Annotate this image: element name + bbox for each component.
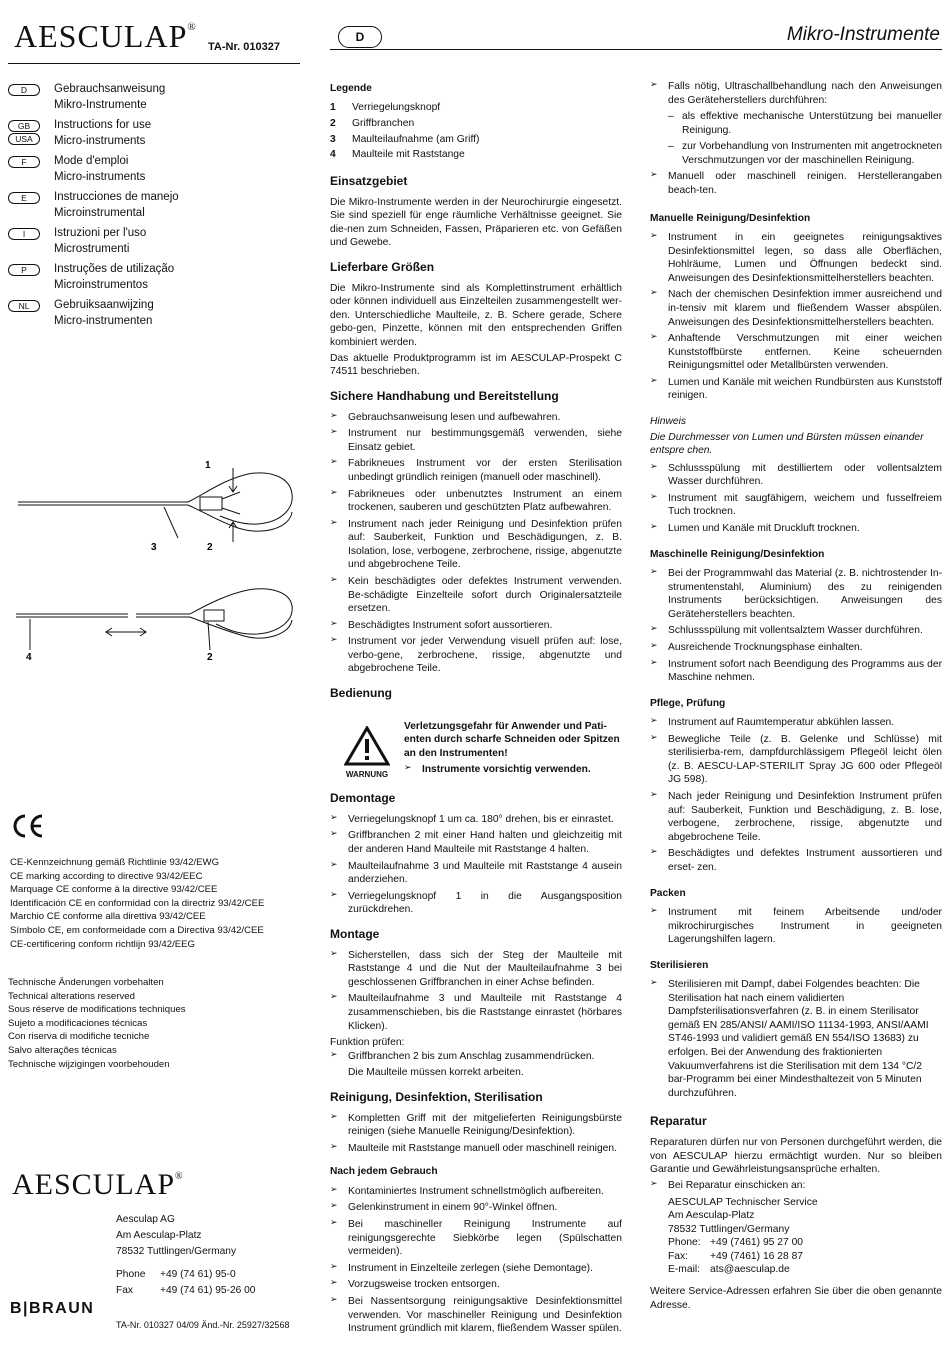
packen-list [650, 906, 942, 947]
language-entry [8, 190, 300, 226]
language-entry [8, 118, 300, 154]
einsatz-heading: Einsatzgebiet [330, 173, 408, 188]
ultra-sub-list [650, 110, 942, 167]
service-name: AESCULAP Technischer Service [668, 1196, 818, 1208]
manual-machine-bullet: ➢ Manuell oder maschinell reinigen. Herstellerangaben beach-ten. [650, 170, 942, 197]
language-text [54, 262, 174, 293]
liefer-text: Die Mikro-Instrumente sind als Komplettinstrument erhältlich oder können individuell aus Einzelteilen zusammengestellt wer-den. Unterschiedliche Maulteile, z. B. Schere gerade, Schere gebo-gen, Pinzette, können mit den entsprechenden Griffen kombiniert werden. [330, 282, 622, 349]
ultra-bullet: ➢ Falls nötig, Ultraschallbehandlung nach den Anweisungen des Geräteherstellers durchführen: [650, 80, 942, 107]
bullet-item: ➢ Maulteilaufnahme 3 und Maulteile mit Raststange 4 zusammenschieben, bis die Raststange einrastet (hörbares Klicken). [330, 992, 622, 1033]
language-subtitle: Microinstrumentos [54, 278, 148, 291]
language-code-badge: NL [8, 300, 40, 312]
document-header [330, 16, 942, 50]
tech-line: Con riserva di modifiche tecniche [8, 1031, 150, 1043]
service-fax-label: Fax: [668, 1250, 689, 1262]
ce-line: Identificación CE en conformidad con la directriz 93/42/CEE [10, 897, 265, 909]
liefer-heading: Lieferbare Größen [330, 259, 435, 274]
language-text [54, 82, 165, 113]
language-codes [8, 82, 54, 96]
legend-item [330, 148, 622, 162]
language-subtitle: Mikro-Instrumente [54, 98, 147, 111]
phone-number: +49 (74 61) 95-0 [160, 1269, 236, 1281]
bullet-item: ➢ Fabrikneues Instrument vor der ersten Sterilisation unbedingt gründlich reinigen (manuell oder maschinell). [330, 457, 622, 484]
reinigung-list [330, 1112, 622, 1156]
bullet-item: ➢ Kontaminiertes Instrument schnellstmöglich aufbereiten. [330, 1185, 622, 1199]
bullet-item: ➢ Bei Nassentsorgung reinigungsaktive Desinfektionsmittel verwenden. Vor maschineller Reinigung und Desinfektion Instrument gründlich mit klarem, fließendem Wasser spülen. [330, 1295, 622, 1336]
ce-line: Marquage CE conforme à la directive 93/42/CEE [10, 884, 218, 896]
brand-header [8, 14, 300, 64]
funktion-label: Funktion prüfen: [330, 1037, 405, 1049]
warning-label: WARNUNG [345, 770, 389, 780]
ce-line: CE-certificering conform richtlijn 93/42/EEG [10, 938, 196, 950]
warning-text: Verletzungsgefahr für Anwender und Pati-enten durch scharfe Schneiden oder Spitzen an den Instrumenten! [404, 720, 620, 759]
service-street: Am Aesculap-Platz [668, 1210, 755, 1222]
language-subtitle: Micro-instruments [54, 170, 146, 183]
bullet-item: ➢ Vorzugsweise trocken entsorgen. [330, 1278, 622, 1292]
pflege-list [650, 716, 942, 874]
reinigung-heading: Reinigung, Desinfektion, Sterilisation [330, 1089, 543, 1104]
nach-heading: Nach jedem Gebrauch [330, 1166, 438, 1178]
legende-heading: Legende [330, 83, 372, 94]
bullet-item: ➢ Instrument in Einzelteile zerlegen (siehe Demontage). [330, 1262, 622, 1276]
sicher-list [330, 411, 622, 676]
bullet-item: ➢ Beschädigtes Instrument sofort aussortieren. [330, 619, 622, 633]
aesculap-logo-bottom: AESCULAP® [12, 1168, 184, 1201]
nach-list [330, 1185, 622, 1336]
language-title: Mode d'emploi [54, 155, 129, 167]
masch-list [650, 567, 942, 685]
weitere-text: Weitere Service-Adressen erfahren Sie über die oben genannte Adresse. [650, 1285, 942, 1311]
language-code-badge: F [8, 156, 40, 168]
fax-label: Fax [116, 1285, 133, 1297]
company-street: Am Aesculap-Platz [116, 1229, 202, 1241]
tech-line: Technical alterations reserved [8, 990, 135, 1002]
warning-bullet: ➢ Instrumente vorsichtig verwenden. [404, 763, 622, 776]
tech-line: Technische wijzigingen voorbehouden [8, 1058, 170, 1070]
bullet-item: ➢ Kompletten Griff mit der mitgelieferten Reinigungsbürste reinigen (siehe Manuelle Reinigung/Desinfektion). [330, 1112, 622, 1139]
tech-line: Salvo alterações técnicas [8, 1045, 117, 1057]
legend-text: Griffbranchen [352, 118, 415, 130]
steril-bullet: ➢ Sterilisieren mit Dampf, dabei Folgendes beachten: Die Sterilisation hat nach einem validierten Dampfsterilisationsverfahren (z. B. in einem Sterilisator gemäß EN 285/ANSI/ AAMI/ISO 11134-1993, ANSI/AAMI ST46-1993 und validiert gemäß EN 554/ISO 13683) zu erfolgen. Bei der Anwendung des fraktionierten Vakuumverfahrens ist die Sterilisation mit dem 134 °C/2 bar-Programm bei einer Mindesthaltezeit von 5 Minuten durchzuführen. [650, 978, 942, 1100]
figure-label: 1 [205, 460, 211, 471]
legend-item [330, 117, 622, 131]
language-title: Instrucciones de manejo [54, 191, 179, 203]
figure-label: 2 [207, 652, 213, 663]
bullet-item: ➢ Instrument mit feinem Arbeitsende und/oder mikrochirurgisches Instrument in geeigneten Lagerungshilfen lagern. [650, 906, 942, 947]
language-code-badge: GB [8, 120, 40, 132]
bullet-item: ➢ Sicherstellen, dass sich der Steg der Maulteile mit Raststange 4 und die Nut der Maulteilaufnahme 3 bei geschlossenen Griffbranchen in einer Achse befinden. [330, 949, 622, 990]
ce-marking-list [10, 856, 264, 951]
language-entry [8, 154, 300, 190]
language-title: Instructions for use [54, 119, 152, 131]
bullet-item: ➢ Schlussspülung mit destilliertem oder vollentsalztem Wasser durchführen. [650, 462, 942, 489]
language-entry [8, 262, 300, 298]
bullet-item: ➢ Kein beschädigtes oder defektes Instrument verwenden. Be-schädigte Einzelteile sofort durch Originalersatzteile ersetzen. [330, 575, 622, 616]
bullet-item: – als effektive mechanische Unterstützung bei manueller Reinigung. [650, 110, 942, 137]
language-text [54, 190, 179, 221]
tech-line: Technische Änderungen vorbehalten [8, 977, 164, 988]
company-address [116, 1212, 255, 1299]
hinweis-text: Die Durchmesser von Lumen und Bürsten müssen einander entspre chen. [650, 431, 924, 457]
language-subtitle: Micro-instruments [54, 134, 146, 147]
legend-number: 1 [330, 102, 336, 114]
language-subtitle: Micro-instrumenten [54, 314, 153, 327]
language-codes [8, 298, 54, 312]
bullet-item: ➢ Schlussspülung mit vollentsalztem Wasser durchführen. [650, 624, 942, 638]
bullet-item: ➢ Instrument nach jeder Reinigung und Desinfektion prüfen auf: Sauberkeit, Funktion und Beschädigungen, z. B. Isolation, lose, verbogene, zerbrochene, rissige, abgenutzte und abgebrochene Teile. [330, 518, 622, 572]
hinweis-list [650, 462, 942, 536]
reparatur-address [650, 1196, 942, 1277]
bullet-item: ➢ Gelenkinstrument in einem 90°-Winkel öffnen. [330, 1201, 622, 1215]
figure-label: 4 [26, 652, 32, 663]
language-title: Instruções de utilização [54, 263, 175, 275]
phone-label: Phone [116, 1269, 146, 1281]
bullet-item: ➢ Gebrauchsanweisung lesen und aufbewahren. [330, 411, 622, 425]
bullet-item: ➢ Verriegelungsknopf 1 in die Ausgangsposition zurückdrehen. [330, 890, 622, 917]
einsatz-text: Die Mikro-Instrumente werden in der Neurochirurgie eingesetzt. Sie sind speziell für enge räumliche Verhältnisse geeignet. Sie die-nen zum Schneiden, Fassen, Präparieren etc. von Gefäßen und Gewebe. [330, 196, 622, 249]
footer-reference: TA-Nr. 010327 04/09 Änd.-Nr. 25927/32568 [116, 1320, 290, 1330]
ce-line: Símbolo CE, em conformeidade com a Directiva 93/42/CEE [10, 925, 264, 937]
instrument-figure [8, 452, 300, 672]
legend-number: 4 [330, 149, 336, 161]
service-fax: +49 (7461) 16 28 87 [710, 1250, 804, 1262]
bullet-item: ➢ Lumen und Kanäle mit Druckluft trocknen. [650, 522, 942, 536]
middle-column [330, 82, 622, 1339]
demontage-heading: Demontage [330, 790, 396, 805]
warning-icon [330, 720, 404, 781]
bullet-item: ➢ Ausreichende Trocknungsphase einhalten. [650, 641, 942, 655]
bullet-item: ➢ Griffbranchen 2 mit einer Hand halten und gleichzeitig mit der anderen Hand Maulteile mit Raststange 4 halten. [330, 829, 622, 856]
legende-list [330, 101, 622, 161]
manuelle-list [650, 231, 942, 403]
bullet-item: – zur Vorbehandlung von Instrumenten mit angetrockneten Verschmutzungen vor der maschinellen Reinigung. [650, 140, 942, 167]
ce-line: CE marking according to directive 93/42/EEC [10, 870, 203, 882]
warning-box [330, 720, 622, 781]
liefer-text-2: Das aktuelle Produktprogramm ist im AESCULAP-Prospekt C 74511 beschrieben. [330, 352, 622, 378]
funktion-note: Die Maulteile müssen korrekt arbeiten. [348, 1067, 524, 1079]
bullet-item: ➢ Maulteile mit Raststange manuell oder maschinell reinigen. [330, 1142, 622, 1156]
hinweis-label: Hinweis [650, 416, 687, 428]
company-name: Aesculap AG [116, 1214, 175, 1225]
bullet-item: ➢ Beschädigtes und defektes Instrument aussortieren und erset- zen. [650, 847, 942, 874]
fax-number: +49 (74 61) 95-26 00 [160, 1285, 256, 1297]
legend-item [330, 133, 622, 147]
service-phone-label: Phone: [668, 1237, 701, 1249]
service-city: 78532 Tuttlingen/Germany [668, 1223, 790, 1235]
bullet-item: ➢ Nach jeder Reinigung und Desinfektion Instrument prüfen auf: Sauberkeit, Funktion und Beschädigung, z. B. lose, verbogene, zerbrochene, rissige, abgenutzte und abgebrochene Teile. [650, 790, 942, 844]
legend-text: Maulteile mit Raststange [352, 149, 465, 161]
bullet-item: ➢ Anhaftende Verschmutzungen mit einer weichen Kunststoffbürste entfernen. Keine scheuernden Reinigungsmittel oder Metallbürsten verwenden. [650, 332, 942, 373]
bullet-item: ➢ Instrument auf Raumtemperatur abkühlen lassen. [650, 716, 942, 730]
language-code-badge: USA [8, 133, 40, 145]
figure-label: 3 [151, 542, 157, 553]
language-subtitle: Microinstrumental [54, 206, 145, 219]
language-entry [8, 226, 300, 262]
language-subtitle: Microstrumenti [54, 242, 130, 255]
company-city: 78532 Tuttlingen/Germany [116, 1245, 237, 1257]
service-email: ats@aesculap.de [710, 1264, 790, 1276]
bullet-item: ➢ Instrument in ein geeignetes reinigungsaktives Desinfektionsmittel legen, so dass alle Oberflächen, Hohlräume, Lumen und Öffnungen bedeckt sind. Anweisungen des Desinfektionsmittelherstellers beachten. [650, 231, 942, 285]
bullet-item: ➢ Instrument vor jeder Verwendung visuell prüfen auf: lose, verbo-gene, zerbrochene, rissige, abgenutzte und abgebrochene Teile. [330, 635, 622, 676]
tech-line: Sujeto a modificaciones técnicas [8, 1017, 148, 1029]
language-code-badge: D [8, 84, 40, 96]
language-text [54, 118, 151, 149]
bedienung-heading: Bedienung [330, 686, 392, 701]
language-text [54, 226, 146, 257]
funktion-bullet: ➢ Griffbranchen 2 bis zum Anschlag zusammendrücken. [330, 1050, 622, 1064]
language-entry [8, 298, 300, 334]
bullet-item: ➢ Nach der chemischen Desinfektion immer ausreichend und in-tensiv mit klarem und fließendem Wasser abspülen. Anweisungen des Desinfektionsmittelherstellers beachten. [650, 288, 942, 329]
language-badge: D [338, 26, 382, 48]
bullet-item: ➢ Bei der Programmwahl das Material (z. B. nichtrostender In-strumentenstahl, Aluminium) des zu reinigenden Instruments berücksichtigen. Anweisungen des Geräteherstellers beachten. [650, 567, 942, 621]
aesculap-logo: AESCULAP® [14, 18, 197, 54]
sicher-heading: Sichere Handhabung und Bereitstellung [330, 388, 559, 403]
demontage-list [330, 813, 622, 917]
language-title: Gebrauchsanweisung [54, 83, 166, 95]
language-text [54, 154, 145, 185]
language-codes [8, 262, 54, 276]
service-email-label: E-mail: [668, 1264, 701, 1276]
reparatur-text: Reparaturen dürfen nur von Personen durchgeführt werden, die von AESCULAP hierzu ermächtigt wurden. Nur so bleiben Garantie und Gewährleistungsansprüche erhalten. [650, 1137, 942, 1176]
bullet-item: ➢ Bei maschineller Reinigung Instrumente auf reinigungsgerechte Siebkörbe legen (Spülschatten vermeiden). [330, 1218, 622, 1259]
bbraun-logo: B|BRAUN [10, 1300, 95, 1317]
montage-list [330, 949, 622, 1033]
page-title: Mikro-Instrumente [786, 24, 940, 45]
reparatur-heading: Reparatur [650, 1114, 707, 1129]
bullet-item: ➢ Instrument nur bestimmungsgemäß verwenden, siehe Einsatz gebiet. [330, 427, 622, 454]
bullet-item: ➢ Fabrikneues oder unbenutztes Instrument an einem trockenen, sauberen und geschützten Platz aufbewahren. [330, 488, 622, 515]
language-title: Istruzioni per l'uso [54, 227, 147, 239]
legend-text: Verriegelungsknopf [352, 102, 441, 114]
technical-alterations-list [8, 976, 186, 1071]
tech-line: Sous réserve de modifications techniques [8, 1004, 186, 1016]
right-column [650, 80, 942, 1314]
language-code-badge: P [8, 264, 40, 276]
legend-item [330, 101, 622, 115]
bullet-item: ➢ Bewegliche Teile (z. B. Gelenke und Schlüsse) mit sterilisierba-rem, dampfdurchlässigem Pflegeöl leicht ölen (z. B. AESCU-LAP-STERILIT Spray JG 600 oder Pflegeöl JG 598). [650, 733, 942, 787]
language-text [54, 298, 154, 329]
language-entry [8, 82, 300, 118]
reparatur-send: ➢ Bei Reparatur einschicken an: [650, 1179, 942, 1193]
bullet-item: ➢ Instrument mit saugfähigem, weichem und fusselfreiem Tuch trocknen. [650, 492, 942, 519]
language-list [8, 82, 300, 334]
bullet-item: ➢ Verriegelungsknopf 1 um ca. 180° drehen, bis er einrastet. [330, 813, 622, 827]
language-codes [8, 118, 54, 145]
pflege-heading: Pflege, Prüfung [650, 697, 726, 709]
legend-number: 2 [330, 118, 336, 130]
ce-line: Marchio CE conforme alla direttiva 93/42/CEE [10, 911, 206, 923]
language-codes [8, 154, 54, 168]
manuelle-heading: Manuelle Reinigung/Desinfektion [650, 212, 811, 224]
ce-line: CE-Kennzeichnung gemäß Richtlinie 93/42/EWG [10, 857, 220, 868]
language-codes [8, 226, 54, 240]
masch-heading: Maschinelle Reinigung/Desinfektion [650, 548, 825, 560]
bullet-item: ➢ Instrument sofort nach Beendigung des Programms aus der Maschine nehmen. [650, 658, 942, 685]
language-title: Gebruiksaanwijzing [54, 299, 154, 311]
figure-label: 2 [207, 542, 213, 553]
montage-heading: Montage [330, 926, 380, 941]
service-phone: +49 (7461) 95 27 00 [710, 1237, 804, 1249]
language-code-badge: E [8, 192, 40, 204]
language-code-badge: I [8, 228, 40, 240]
bullet-item: ➢ Lumen und Kanäle mit weichen Rundbürsten aus Kunststoff reinigen. [650, 376, 942, 403]
packen-heading: Packen [650, 887, 686, 899]
ce-mark-icon [10, 812, 46, 840]
legend-number: 3 [330, 133, 336, 145]
ta-number: TA-Nr. 010327 [208, 41, 280, 53]
steril-heading: Sterilisieren [650, 959, 709, 971]
language-codes [8, 190, 54, 204]
legend-text: Maulteilaufnahme (am Griff) [352, 133, 480, 145]
bullet-item: ➢ Maulteilaufnahme 3 und Maulteile mit Raststange 4 ausein anderziehen. [330, 860, 622, 887]
